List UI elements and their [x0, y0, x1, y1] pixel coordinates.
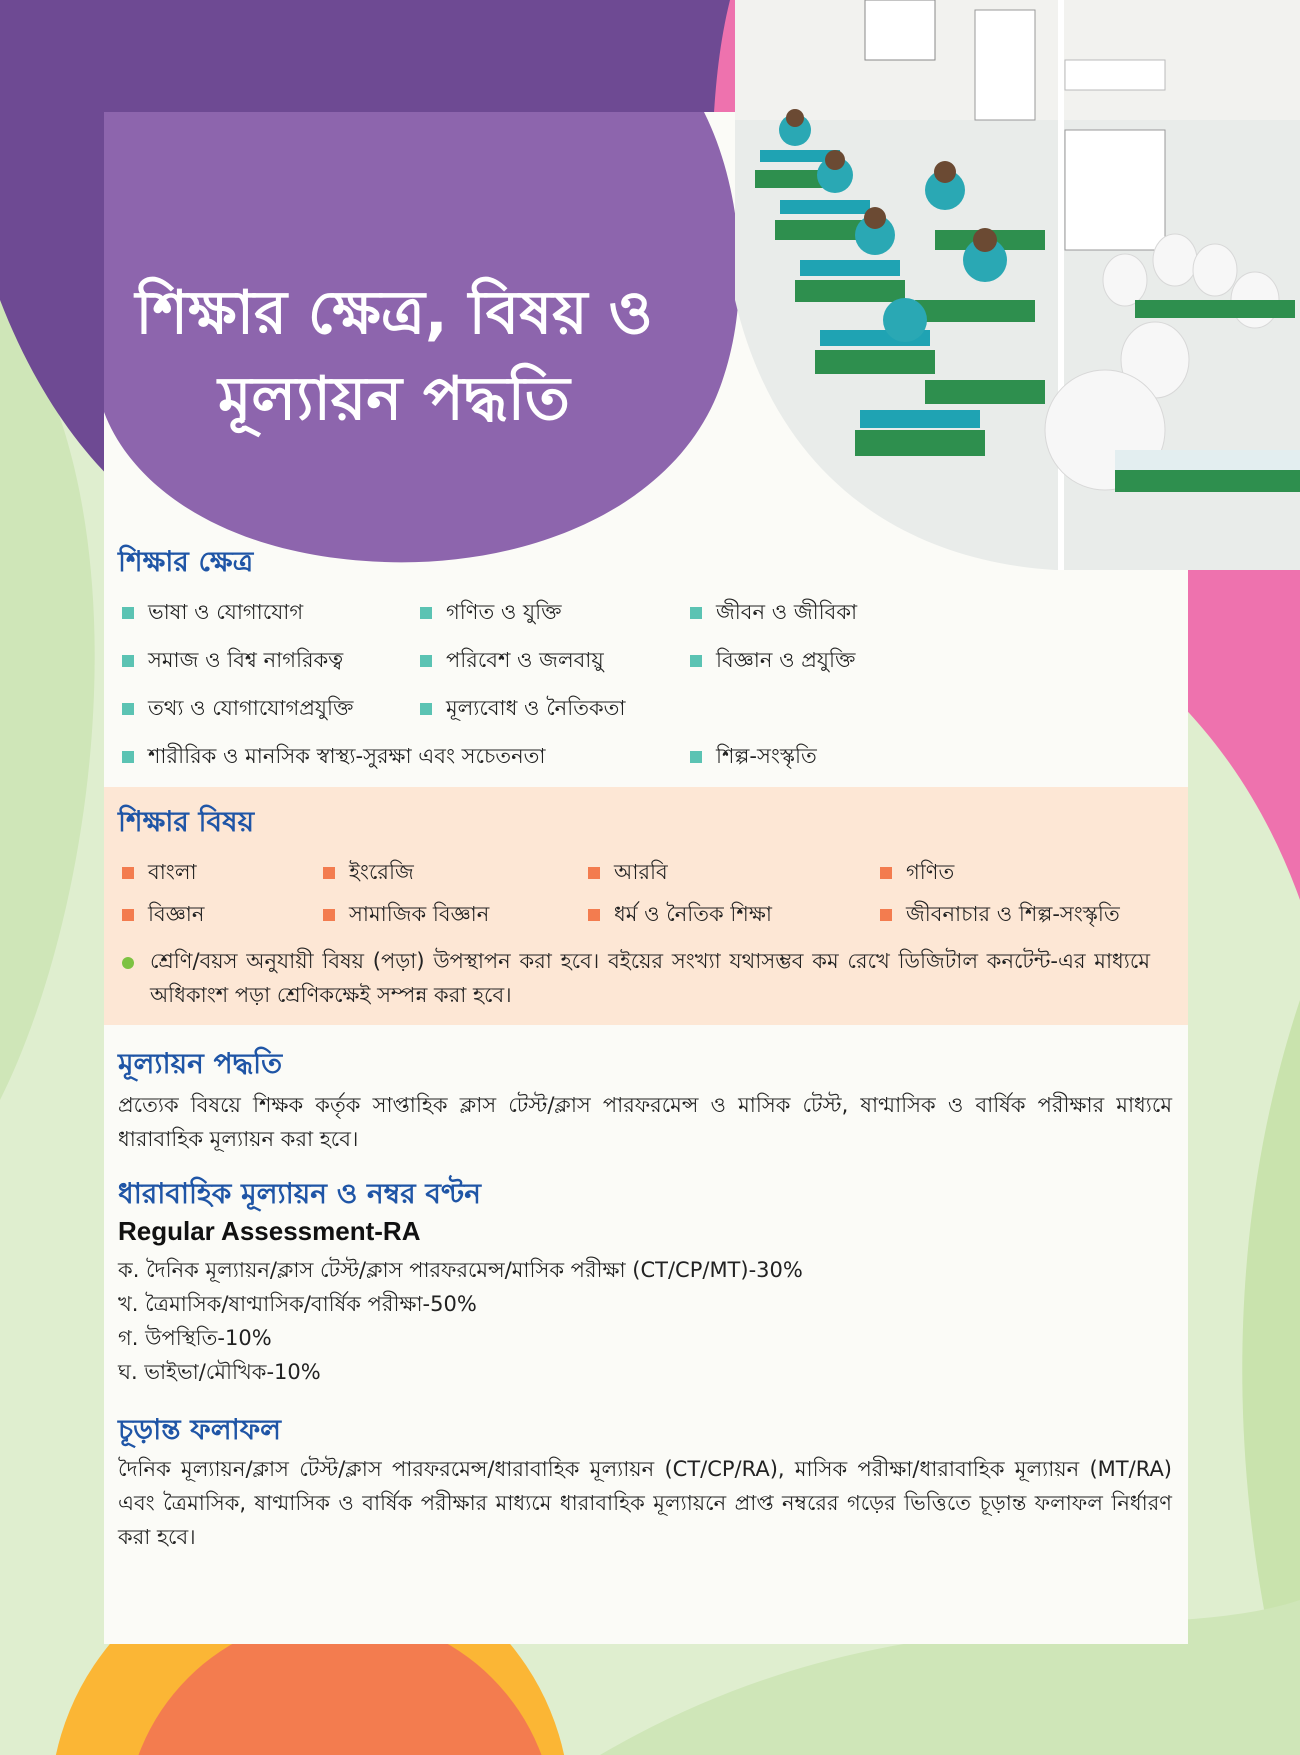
final-text: দৈনিক মূল্যায়ন/ক্লাস টেস্ট/ক্লাস পারফরমেন্স/ধারাবাহিক মূল্যায়ন (CT/CP/RA), মাসিক পরীক্ষা/ধারাবাহিক মূল্যায়ন (MT/RA) এবং ত্রৈমাসিক, ষাণ্মাসিক ও বার্ষিক পরীক্ষার মাধ্যমে ধারাবাহিক মূল্যায়নে প্রাপ্ত নম্বরের গড়ের ভিত্তিতে চূড়ান্ত ফলাফল নির্ধারণ করা হবে।	[118, 1457, 1172, 1549]
area-item	[122, 740, 545, 775]
classroom-photo	[735, 0, 1300, 570]
continuous-line: খ. ত্রৈমাসিক/ষাণ্মাসিক/বার্ষিক পরীক্ষা-50%	[118, 1292, 477, 1316]
area-item-label: গণিত ও যুক্তি	[446, 600, 562, 624]
subject-item-label: সামাজিক বিজ্ঞান	[349, 902, 490, 926]
bullet-square-icon	[880, 909, 892, 921]
page-title-line-2: মূল্যায়ন পদ্ধতি	[218, 364, 570, 434]
area-item-label: পরিবেশ ও জলবায়ু	[446, 648, 604, 672]
bullet-square-icon	[420, 607, 432, 619]
area-item-label: শিল্প-সংস্কৃতি	[716, 744, 817, 768]
subject-item	[323, 898, 489, 933]
area-item-label: শারীরিক ও মানসিক স্বাস্থ্য-সুরক্ষা এবং সচেতনতা	[148, 744, 546, 768]
subject-item-label: বাংলা	[148, 860, 197, 884]
bullet-square-icon	[122, 909, 134, 921]
subject-item-label: ইংরেজি	[349, 860, 414, 884]
bullet-square-icon	[690, 607, 702, 619]
page-title	[104, 270, 684, 442]
subject-item-label: জীবনাচার ও শিল্প-সংস্কৃতি	[906, 902, 1120, 926]
subject-item	[122, 856, 197, 891]
bullet-square-icon	[323, 867, 335, 879]
area-item	[122, 692, 353, 727]
continuous-line: গ. উপস্থিতি-10%	[118, 1326, 272, 1350]
bullet-square-icon	[420, 703, 432, 715]
final-heading: চূড়ান্ত ফলাফল	[118, 1413, 282, 1446]
bullet-square-icon	[122, 703, 134, 715]
subjects-heading: শিক্ষার বিষয়	[118, 805, 255, 838]
bullet-square-icon	[122, 751, 134, 763]
areas-heading: শিক্ষার ক্ষেত্র	[118, 545, 254, 578]
subjects-note: শ্রেণি/বয়স অনুযায়ী বিষয় (পড়া) উপস্থাপন করা হবে। বইয়ের সংখ্যা যথাসম্ভব কম রেখে ডিজিটাল কনটেন্ট-এর মাধ্যমে অধিকাংশ পড়া শ্রেণিকক্ষেই সম্পন্ন করা হবে।	[150, 949, 1150, 1007]
bullet-square-icon	[323, 909, 335, 921]
area-item-label: ভাষা ও যোগাযোগ	[148, 600, 304, 624]
area-item-label: বিজ্ঞান ও প্রযুক্তি	[716, 648, 856, 672]
bullet-square-icon	[588, 867, 600, 879]
assessment-text: প্রত্যেক বিষয়ে শিক্ষক কর্তৃক সাপ্তাহিক ক্লাস টেস্ট/ক্লাস পারফরমেন্স ও মাসিক টেস্ট, ষাণ্মাসিক ও বার্ষিক পরীক্ষার মাধ্যমে ধারাবাহিক মূল্যায়ন করা হবে।	[118, 1093, 1172, 1151]
subject-item-label: গণিত	[906, 860, 955, 884]
continuous-line: ক. দৈনিক মূল্যায়ন/ক্লাস টেস্ট/ক্লাস পারফরমেন্স/মাসিক পরীক্ষা (CT/CP/MT)-30%	[118, 1258, 803, 1282]
area-item-label: জীবন ও জীবিকা	[716, 600, 858, 624]
area-item	[420, 644, 604, 679]
subject-item	[588, 856, 668, 891]
continuous-line: ঘ. ভাইভা/মৌখিক-10%	[118, 1360, 321, 1384]
area-item-label: মূল্যবোধ ও নৈতিকতা	[446, 696, 626, 720]
subject-item	[323, 856, 414, 891]
area-item-label: সমাজ ও বিশ্ব নাগরিকত্ব	[148, 648, 344, 672]
subject-item	[588, 898, 772, 933]
bullet-square-icon	[690, 655, 702, 667]
assessment-heading: মূল্যায়ন পদ্ধতি	[118, 1047, 283, 1080]
subject-item	[122, 898, 204, 933]
area-item	[122, 596, 303, 631]
area-item	[420, 596, 562, 631]
bullet-square-icon	[588, 909, 600, 921]
area-item	[690, 596, 857, 631]
bullet-square-icon	[122, 867, 134, 879]
page-title-line-1: শিক্ষার ক্ষেত্র, বিষয় ও	[135, 278, 653, 348]
bullet-square-icon	[122, 607, 134, 619]
bullet-square-icon	[690, 751, 702, 763]
bullet-square-icon	[420, 655, 432, 667]
subject-item	[880, 856, 954, 891]
bullet-square-icon	[880, 867, 892, 879]
continuous-heading: ধারাবাহিক মূল্যায়ন ও নম্বর বণ্টন	[118, 1177, 481, 1210]
subject-item	[880, 898, 1120, 933]
area-item	[122, 644, 343, 679]
bullet-square-icon	[122, 655, 134, 667]
area-item	[690, 644, 855, 679]
subject-item-label: আরবি	[614, 860, 668, 884]
area-item-label: তথ্য ও যোগাযোগপ্রযুক্তি	[148, 696, 354, 720]
bullet-dot-icon	[122, 957, 134, 969]
subject-item-label: ধর্ম ও নৈতিক শিক্ষা	[614, 902, 772, 926]
area-item	[420, 692, 626, 727]
area-item	[690, 740, 817, 775]
continuous-subheading: Regular Assessment-RA	[118, 1216, 421, 1246]
subject-item-label: বিজ্ঞান	[148, 902, 205, 926]
